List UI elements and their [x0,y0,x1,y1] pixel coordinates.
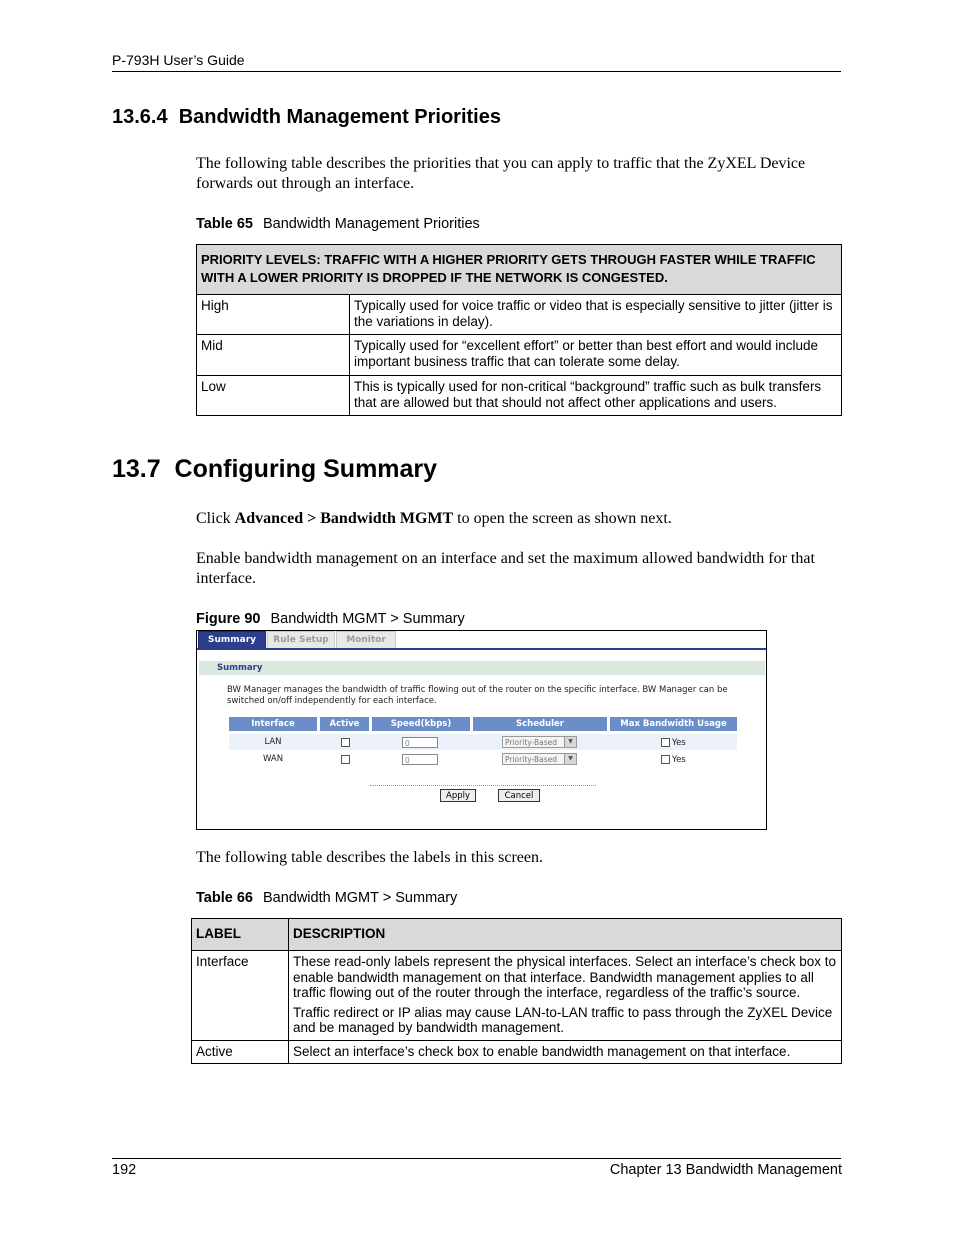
row-label: Interface [192,951,289,1041]
section-heading-13-7: 13.7 Configuring Summary [112,455,438,483]
table-65-caption [196,216,480,232]
chapter-title: Chapter 13 Bandwidth Management [609,1162,842,1178]
tab-monitor[interactable]: Monitor [336,631,396,649]
tab-bar [197,631,766,648]
running-header: P-793H User’s Guide [112,52,245,68]
table-row [192,951,842,1041]
col-description-header: DESCRIPTION [289,919,842,951]
page-number: 192 [112,1162,137,1178]
section-bar [199,661,765,675]
table-row [192,1040,842,1064]
priority-description: Typically used for voice traffic or video that is especially sensitive to jitter (jitter is the variations in delay). [350,295,842,335]
click-suffix: to open the screen as shown next. [453,510,672,527]
cancel-button[interactable]: Cancel [498,789,540,802]
table-row [197,376,842,416]
header-rule [112,71,841,72]
caption-text: Bandwidth MGMT > Summary [262,890,458,906]
tab-summary[interactable]: Summary [198,631,266,649]
speed-input[interactable]: 0 [402,754,438,765]
caption-label: Figure 90 [196,611,261,627]
row-label: Active [192,1040,289,1064]
active-checkbox[interactable] [341,738,350,747]
col-label-header: LABEL [192,919,289,951]
col-speed: Speed(kbps) [372,717,470,731]
tab-rule-setup[interactable]: Rule Setup [267,631,335,649]
caption-label: Table 66 [196,890,253,906]
labels-table [191,918,842,1064]
chevron-down-icon: ▼ [564,737,576,747]
figure-description: BW Manager manages the bandwidth of traffic flowing out of the router on the specific interface. BW Manager can be switched on/off independently for each interface. [227,685,728,706]
enable-paragraph: Enable bandwidth management on an interface and set the maximum allowed bandwidth for that interface. [196,550,815,587]
priorities-table [196,244,842,416]
caption-text: Bandwidth Management Priorities [262,216,480,232]
click-prefix: Click [196,510,235,527]
description-paragraph: These read-only labels represent the physical interfaces. Select an interface’s check box to enable bandwidth management on that interface. Bandwidth management applies to all traffic flowing out of the router through the interface, regardless of the traffic’s source. [293,954,837,1000]
figure-90-caption [196,611,465,627]
description-paragraph: Traffic redirect or IP alias may cause LAN-to-LAN traffic to pass through the ZyXEL Device and be managed by bandwidth management. [293,1004,833,1035]
after-figure-paragraph: The following table describes the labels in this screen. [196,849,544,866]
row-description: Select an interface’s check box to enable bandwidth management on that interface. [289,1040,842,1064]
table-66-caption [196,890,457,906]
priority-description: Typically used for “excellent effort” or better than best effort and would include important business traffic that can tolerate some delay. [350,335,842,376]
priority-description: This is typically used for non-critical “background” traffic such as bulk transfers that are allowed but that should not affect other applications and users. [350,376,842,416]
col-scheduler: Scheduler [473,717,607,731]
footer-rule [112,1158,841,1159]
col-active: Active [320,717,369,731]
max-bandwidth-label: Yes [672,738,686,748]
click-instruction [196,509,836,529]
col-interface: Interface [229,717,317,731]
table-row [197,335,842,376]
priority-level: High [197,295,350,335]
menu-path: Advanced > Bandwidth MGMT [234,510,454,527]
scheduler-select[interactable] [502,753,577,765]
interface-label: WAN [262,754,284,764]
section-title: Summary [217,663,263,673]
table-row [197,295,842,335]
max-bandwidth-checkbox[interactable] [661,755,670,764]
chevron-down-icon: ▼ [564,754,576,764]
max-bandwidth-label: Yes [672,755,686,765]
divider [370,785,596,786]
priorities-table-header: PRIORITY LEVELS: TRAFFIC WITH A HIGHER PRIORITY GETS THROUGH FASTER WHILE TRAFFIC WITH A LOWER PRIORITY IS DROPPED IF THE NETWORK IS CONGESTED. [197,245,842,295]
max-bandwidth-checkbox[interactable] [661,738,670,747]
scheduler-value: Priority-Based [505,755,558,764]
caption-label: Table 65 [196,216,253,232]
section-heading-13-6-4: 13.6.4 Bandwidth Management Priorities [112,106,501,128]
priority-level: Mid [197,335,350,376]
apply-button[interactable]: Apply [440,789,476,802]
speed-input[interactable]: 0 [402,737,438,748]
scheduler-select[interactable] [502,736,577,748]
figure-screenshot [196,630,767,830]
col-max-bandwidth: Max Bandwidth Usage [610,717,737,731]
interface-label: LAN [264,737,282,747]
tab-underline [197,648,766,650]
priority-level: Low [197,376,350,416]
intro-paragraph: The following table describes the priorities that you can apply to traffic that the ZyXEL Device forwards out through an interface. [196,155,806,192]
active-checkbox[interactable] [341,755,350,764]
caption-text: Bandwidth MGMT > Summary [270,611,465,627]
row-description [289,951,842,1041]
scheduler-value: Priority-Based [505,738,558,747]
